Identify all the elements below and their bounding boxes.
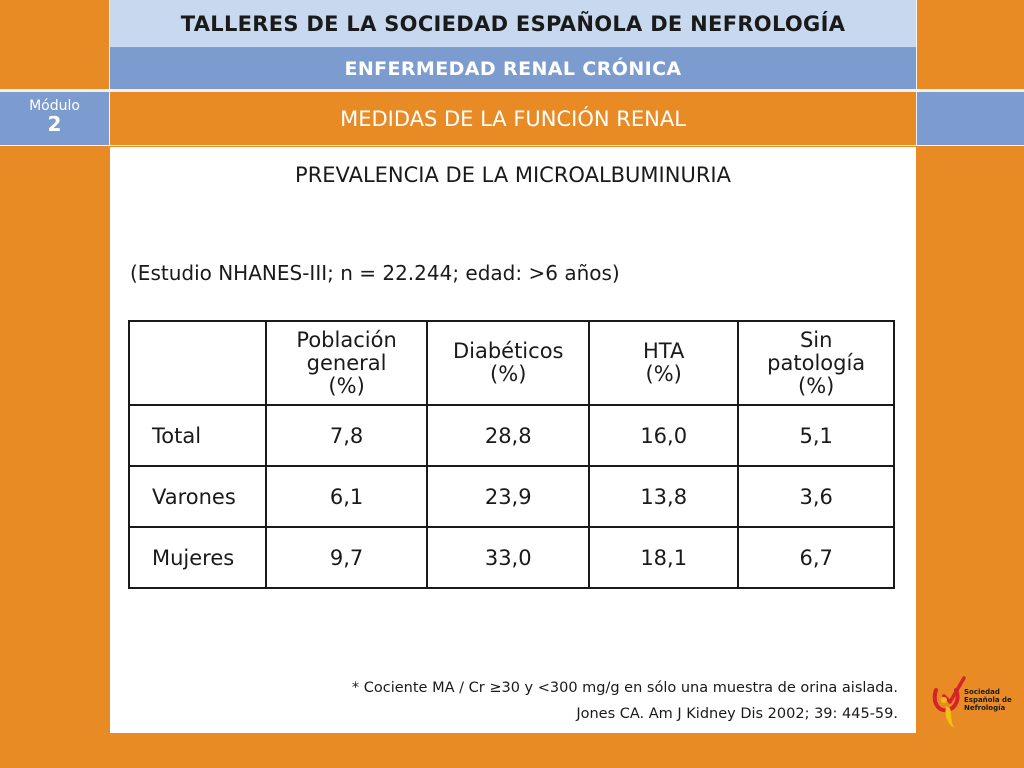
table-cell: 3,6: [738, 466, 894, 527]
header-text-line: (%): [490, 362, 527, 386]
header-text-line: Diabéticos: [452, 339, 564, 363]
header-text-line: HTA: [643, 339, 685, 363]
table-row: [129, 527, 894, 588]
right-accent-box: [917, 91, 1024, 146]
logo-mark-icon: [930, 672, 966, 732]
reference: Jones CA. Am J Kidney Dis 2002; 39: 445-59.: [576, 706, 898, 722]
table-cell: 18,1: [589, 527, 738, 588]
slide-title: PREVALENCIA DE LA MICROALBUMINURIA: [295, 163, 731, 187]
table-cell: 33,0: [427, 527, 589, 588]
module-label: Módulo: [29, 98, 80, 114]
table-header-cell: [738, 321, 894, 405]
footnote: * Cociente MA / Cr ≥30 y <300 mg/g en sólo una muestra de orina aislada.: [351, 680, 898, 696]
table-cell: 7,8: [266, 405, 428, 466]
header-text-line: (%): [645, 362, 682, 386]
logo-text: [964, 688, 1012, 712]
left-divider: [109, 0, 110, 146]
row-label: Mujeres: [129, 527, 266, 588]
header-text-line: Población: [296, 327, 397, 352]
header-text-line: patología: [767, 350, 866, 375]
table-row: [129, 466, 894, 527]
row-label: Varones: [129, 466, 266, 527]
table-header-cell: [129, 321, 266, 405]
table-cell: 6,7: [738, 527, 894, 588]
right-divider: [916, 0, 917, 146]
society-logo: [930, 672, 1020, 738]
table-cell: 9,7: [266, 527, 428, 588]
table-cell: 13,8: [589, 466, 738, 527]
header-text-line: Sin: [799, 327, 833, 352]
header-text-line: (%): [798, 373, 835, 398]
table-cell: 23,9: [427, 466, 589, 527]
study-description: (Estudio NHANES-III; n = 22.244; edad: >6 años): [130, 261, 620, 285]
table-row: [129, 405, 894, 466]
topic-title: ENFERMEDAD RENAL CRÓNICA: [110, 48, 916, 89]
main-title: TALLERES DE LA SOCIEDAD ESPAÑOLA DE NEFROLOGÍA: [110, 0, 916, 47]
table-header-row: [129, 321, 894, 405]
logo-text-line: Nefrología: [964, 704, 1006, 712]
section-title: MEDIDAS DE LA FUNCIÓN RENAL: [110, 91, 916, 146]
module-number: 2: [47, 112, 62, 136]
table-header-cell: [266, 321, 428, 405]
row-label: Total: [129, 405, 266, 466]
content-panel: [110, 147, 916, 733]
table-cell: 6,1: [266, 466, 428, 527]
prevalence-table: [128, 320, 895, 589]
table-header-cell: [589, 321, 738, 405]
table-cell: 28,8: [427, 405, 589, 466]
header-text-line: general: [306, 350, 387, 375]
module-badge: [0, 91, 109, 146]
logo-text-line: Sociedad: [964, 688, 1000, 696]
header-text-line: (%): [328, 373, 365, 398]
table-cell: 5,1: [738, 405, 894, 466]
table-cell: 16,0: [589, 405, 738, 466]
table-header-cell: [427, 321, 589, 405]
logo-text-line: Española de: [964, 696, 1012, 704]
